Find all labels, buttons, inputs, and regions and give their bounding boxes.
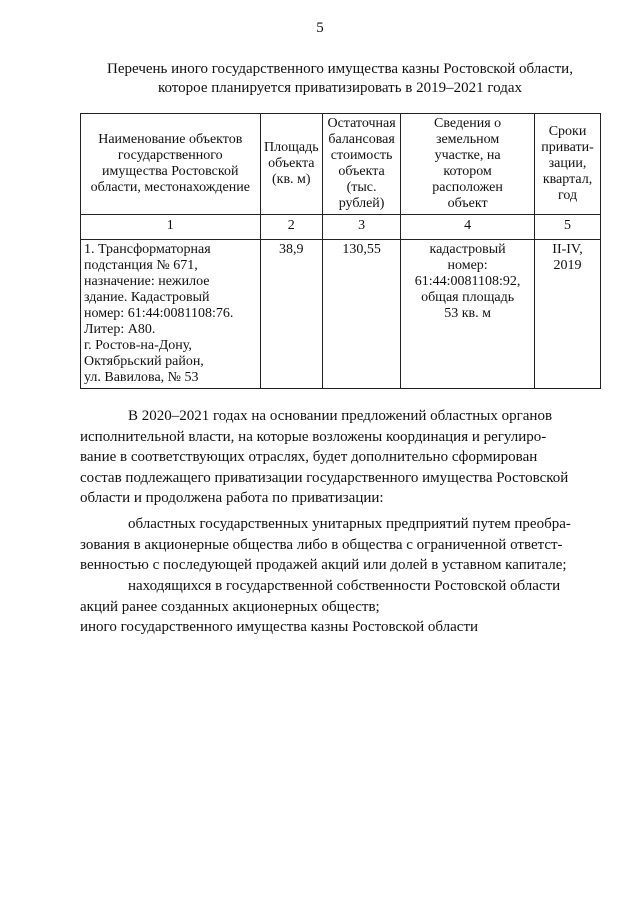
object-name-cell: 1. Трансформаторная подстанция № 671, назначение: нежилое здание. Кадастровый номер: 61:44:0081108:76. Литер: А80. г. Ростов-на-Дону, Октябрьский район, ул. Вавилова, № 53 [81, 240, 261, 389]
column-number-row [81, 215, 601, 240]
column-number: 3 [323, 215, 401, 240]
title-line: Перечень иного государственного имущества казны Ростовской области, [107, 61, 573, 77]
paragraph-other-property: иного государственного имущества казны Ростовской области [80, 619, 479, 635]
column-number: 1 [81, 215, 261, 240]
land-info-cell: кадастровый номер: 61:44:0081108:92, общая площадь 53 кв. м [401, 240, 535, 389]
document-title [80, 60, 600, 98]
table-header-row [81, 114, 601, 215]
paragraph-plans-2020-2021: В 2020–2021 годах на основании предложений областных органов исполнительной власти, на которые возложены координация и регулиро- вание в соответствующих отраслях, будет дополнительно сформирован состав подлежащего приватизации государственного имущества Ростовской области и продолжена работа по приватизации: [80, 408, 569, 506]
column-number: 5 [535, 215, 601, 240]
header-object-name: Наименование объектов государственного имущества Ростовской области, местонахождение [81, 114, 261, 215]
column-number: 2 [260, 215, 322, 240]
title-line: которое планируется приватизировать в 2019–2021 годах [157, 80, 523, 96]
paragraph-unitary-enterprises: областных государственных унитарных предприятий путем преобра- зования в акционерные общества либо в общества с ограниченной ответст- венностью с последующей продажей акций или долей в уставном капитале; [80, 516, 571, 573]
column-number: 4 [401, 215, 535, 240]
header-privatization-term: Сроки привати- зации, квартал, год [535, 114, 601, 215]
header-area: Площадь объекта (кв. м) [260, 114, 322, 215]
table-row [81, 240, 601, 389]
page-number: 5 [316, 20, 324, 36]
property-table [80, 113, 601, 389]
area-cell: 38,9 [260, 240, 322, 389]
residual-value-cell: 130,55 [323, 240, 401, 389]
header-residual-value: Остаточная балансовая стоимость объекта (тыс. рублей) [323, 114, 401, 215]
paragraph-shares: находящихся в государственной собственности Ростовской области акций ранее созданных акционерных обществ; [80, 578, 561, 615]
privatization-term-cell: II-IV, 2019 [535, 240, 601, 389]
header-land-info: Сведения о земельном участке, на котором расположен объект [401, 114, 535, 215]
